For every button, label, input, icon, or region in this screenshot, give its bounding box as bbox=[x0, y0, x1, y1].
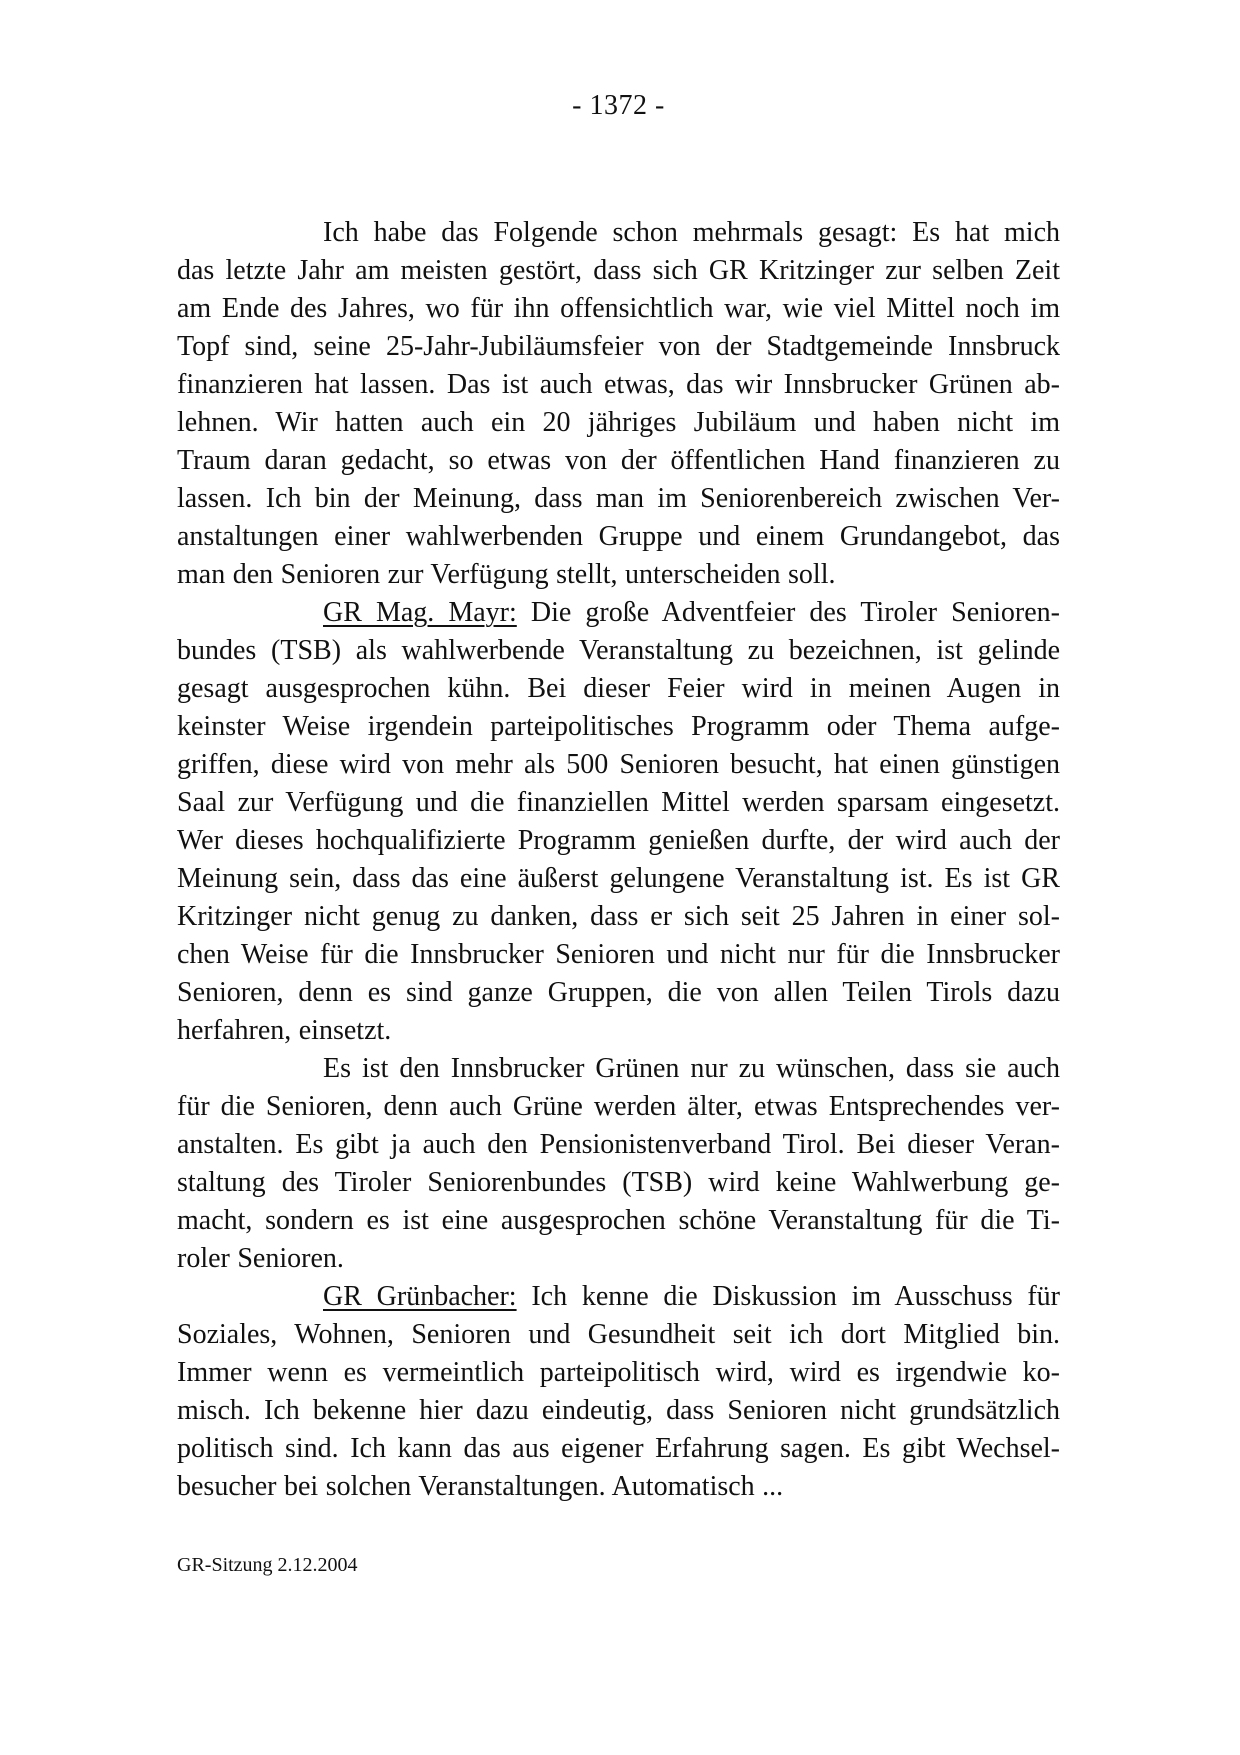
text-line bbox=[177, 860, 1060, 898]
text-line bbox=[177, 746, 1060, 784]
paragraph bbox=[177, 594, 1060, 1050]
text-segment: anstalten. Es gibt ja auch den Pensionistenverband Tirol. Bei dieser Veran- bbox=[177, 1129, 1060, 1160]
text-segment: gesagt ausgesprochen kühn. Bei dieser Feier wird in meinen Augen in bbox=[177, 673, 1060, 704]
text-line bbox=[177, 518, 1060, 556]
text-segment: roler Senioren. bbox=[177, 1243, 344, 1274]
text-line bbox=[177, 214, 1060, 252]
text-segment: für die Senioren, denn auch Grüne werden älter, etwas Entsprechendes ver- bbox=[177, 1091, 1060, 1122]
text-line bbox=[177, 1202, 1060, 1240]
paragraph bbox=[177, 1050, 1060, 1278]
text-line bbox=[177, 1468, 1060, 1506]
document-body bbox=[177, 214, 1060, 1506]
paragraph bbox=[177, 1278, 1060, 1506]
text-segment: Soziales, Wohnen, Senioren und Gesundheit seit ich dort Mitglied bin. bbox=[177, 1319, 1060, 1350]
text-line bbox=[177, 1430, 1060, 1468]
text-segment: lehnen. Wir hatten auch ein 20 jähriges Jubiläum und haben nicht im bbox=[177, 407, 1060, 438]
speaker-name: GR Mag. Mayr: bbox=[323, 597, 517, 628]
text-line bbox=[177, 1278, 1060, 1316]
text-line bbox=[177, 366, 1060, 404]
text-line bbox=[177, 936, 1060, 974]
text-line bbox=[177, 328, 1060, 366]
text-segment: Wer dieses hochqualifizierte Programm genießen durfte, der wird auch der bbox=[177, 825, 1060, 856]
page-number: - 1372 - bbox=[572, 90, 665, 121]
text-segment: staltung des Tiroler Seniorenbundes (TSB) wird keine Wahlwerbung ge- bbox=[177, 1167, 1060, 1198]
text-segment: das letzte Jahr am meisten gestört, dass sich GR Kritzinger zur selben Zeit bbox=[177, 255, 1060, 286]
text-segment: Meinung sein, dass das eine äußerst gelungene Veranstaltung ist. Es ist GR bbox=[177, 863, 1060, 894]
text-segment: Senioren, denn es sind ganze Gruppen, die von allen Teilen Tirols dazu bbox=[177, 977, 1060, 1008]
text-segment: man den Senioren zur Verfügung stellt, unterscheiden soll. bbox=[177, 559, 836, 590]
text-segment: bundes (TSB) als wahlwerbende Veranstaltung zu bezeichnen, ist gelinde bbox=[177, 635, 1060, 666]
text-segment: Ich habe das Folgende schon mehrmals gesagt: Es hat mich bbox=[323, 217, 1060, 248]
text-line bbox=[177, 784, 1060, 822]
text-segment: anstaltungen einer wahlwerbenden Gruppe und einem Grundangebot, das bbox=[177, 521, 1060, 552]
text-segment: herfahren, einsetzt. bbox=[177, 1015, 392, 1046]
text-line bbox=[177, 594, 1060, 632]
text-segment: politisch sind. Ich kann das aus eigener Erfahrung sagen. Es gibt Wechsel- bbox=[177, 1433, 1060, 1464]
text-line bbox=[177, 822, 1060, 860]
text-segment: Ich kenne die Diskussion im Ausschuss für bbox=[516, 1281, 1060, 1312]
text-line bbox=[177, 1316, 1060, 1354]
text-segment: Topf sind, seine 25-Jahr-Jubiläumsfeier von der Stadtgemeinde Innsbruck bbox=[177, 331, 1060, 362]
text-segment: chen Weise für die Innsbrucker Senioren und nicht nur für die Innsbrucker bbox=[177, 939, 1060, 970]
text-segment: macht, sondern es ist eine ausgesprochen schöne Veranstaltung für die Ti- bbox=[177, 1205, 1060, 1236]
text-line bbox=[177, 1164, 1060, 1202]
paragraph bbox=[177, 214, 1060, 594]
text-line bbox=[177, 1240, 1060, 1278]
text-line bbox=[177, 1050, 1060, 1088]
text-segment: Immer wenn es vermeintlich parteipolitisch wird, wird es irgendwie ko- bbox=[177, 1357, 1060, 1388]
text-line bbox=[177, 898, 1060, 936]
page-footer: GR-Sitzung 2.12.2004 bbox=[177, 1554, 358, 1576]
text-line bbox=[177, 252, 1060, 290]
text-line bbox=[177, 1392, 1060, 1430]
text-line bbox=[177, 632, 1060, 670]
text-line bbox=[177, 1012, 1060, 1050]
text-line bbox=[177, 670, 1060, 708]
text-line bbox=[177, 556, 1060, 594]
text-line bbox=[177, 1126, 1060, 1164]
text-line bbox=[177, 480, 1060, 518]
text-segment: am Ende des Jahres, wo für ihn offensichtlich war, wie viel Mittel noch im bbox=[177, 293, 1060, 324]
text-segment: besucher bei solchen Veranstaltungen. Automatisch ... bbox=[177, 1471, 784, 1502]
text-segment: finanzieren hat lassen. Das ist auch etwas, das wir Innsbrucker Grünen ab- bbox=[177, 369, 1060, 400]
text-segment: Die große Adventfeier des Tiroler Senioren- bbox=[516, 597, 1060, 628]
text-line bbox=[177, 1354, 1060, 1392]
text-line bbox=[177, 290, 1060, 328]
text-segment: Kritzinger nicht genug zu danken, dass er sich seit 25 Jahren in einer sol- bbox=[177, 901, 1060, 932]
text-segment: Saal zur Verfügung und die finanziellen Mittel werden sparsam eingesetzt. bbox=[177, 787, 1060, 818]
text-segment: Traum daran gedacht, so etwas von der öffentlichen Hand finanzieren zu bbox=[177, 445, 1060, 476]
text-segment: keinster Weise irgendein parteipolitisches Programm oder Thema aufge- bbox=[177, 711, 1060, 742]
speaker-name: GR Grünbacher: bbox=[323, 1281, 517, 1312]
text-line bbox=[177, 974, 1060, 1012]
text-segment: misch. Ich bekenne hier dazu eindeutig, dass Senioren nicht grundsätzlich bbox=[177, 1395, 1060, 1426]
text-line bbox=[177, 1088, 1060, 1126]
text-segment: Es ist den Innsbrucker Grünen nur zu wünschen, dass sie auch bbox=[323, 1053, 1060, 1084]
text-segment: lassen. Ich bin der Meinung, dass man im Seniorenbereich zwischen Ver- bbox=[177, 483, 1060, 514]
text-segment: griffen, diese wird von mehr als 500 Senioren besucht, hat einen günstigen bbox=[177, 749, 1060, 780]
text-line bbox=[177, 708, 1060, 746]
text-line bbox=[177, 404, 1060, 442]
text-line bbox=[177, 442, 1060, 480]
